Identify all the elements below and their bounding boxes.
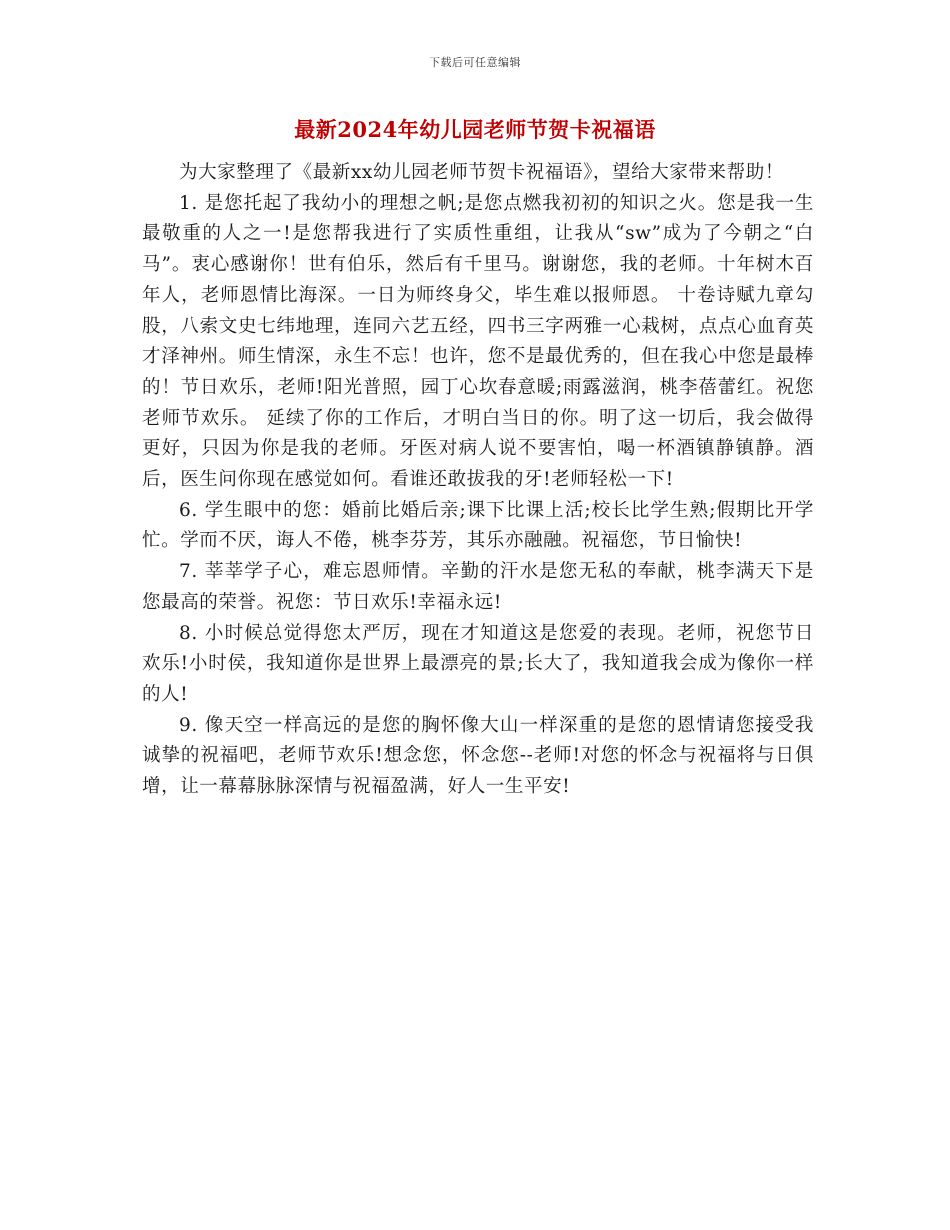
document-title: 最新2024年幼儿园老师节贺卡祝福语 [294, 117, 656, 142]
paragraph-intro: 为大家整理了《最新xx幼儿园老师节贺卡祝福语》，望给大家带来帮助！ [179, 162, 784, 183]
paragraph-9: 9. 像天空一样高远的是您的胸怀像大山一样深重的是您的恩情请您接受我诚挚的祝福吧，老师节欢乐!想念您，怀念您--老师!对您的怀念与祝福将与日俱增，让一幕幕脉脉深情与祝福盈满，好人一生平安! [142, 714, 814, 798]
paragraph-8: 8. 小时候总觉得您太严厉，现在才知道这是您爱的表现。老师，祝您节日欢乐!小时侯，我知道你是世界上最漂亮的景;长大了，我知道我会成为像你一样的人! [142, 622, 814, 705]
document-body [142, 158, 814, 803]
paragraph-6: 6. 学生眼中的您：婚前比婚后亲;课下比课上活;校长比学生熟;假期比开学忙。学而不厌，诲人不倦，桃李芬芳，其乐亦融融。祝福您，节日愉快! [142, 499, 814, 552]
paragraph-1: 1. 是您托起了我幼小的理想之帆;是您点燃我初初的知识之火。您是我一生最敬重的人之一!是您帮我进行了实质性重组，让我从“sw”成为了今朝之“白马”。衷心感谢你！世有伯乐，然后有千里马。谢谢您，我的老师。十年树木百年人，老师恩情比海深。一日为师终身父，毕生难以报师恩。 十卷诗赋九章勾股，八索文史七纬地理，连同六艺五经，四书三字两雅一心栽树，点点心血育英才泽神州。师生情深，永生不忘！也许，您不是最优秀的，但在我心中您是最棒的！节日欢乐，老师!阳光普照，园丁心坎春意暖;雨露滋润，桃李蓓蕾红。祝您老师节欢乐。 延续了你的工作后，才明白当日的你。明了这一切后，我会做得更好，只因为你是我的老师。牙医对病人说不要害怕，喝一杯酒镇静镇静。酒后，医生问你现在感觉如何。看谁还敢拔我的牙!老师轻松一下! [142, 192, 814, 491]
page-header-note: 下载后可任意编辑 [429, 56, 521, 69]
paragraph-7: 7. 莘莘学子心，难忘恩师情。辛勤的汗水是您无私的奉献，桃李满天下是您最高的荣誉。祝您：节日欢乐!幸福永远! [142, 561, 814, 613]
